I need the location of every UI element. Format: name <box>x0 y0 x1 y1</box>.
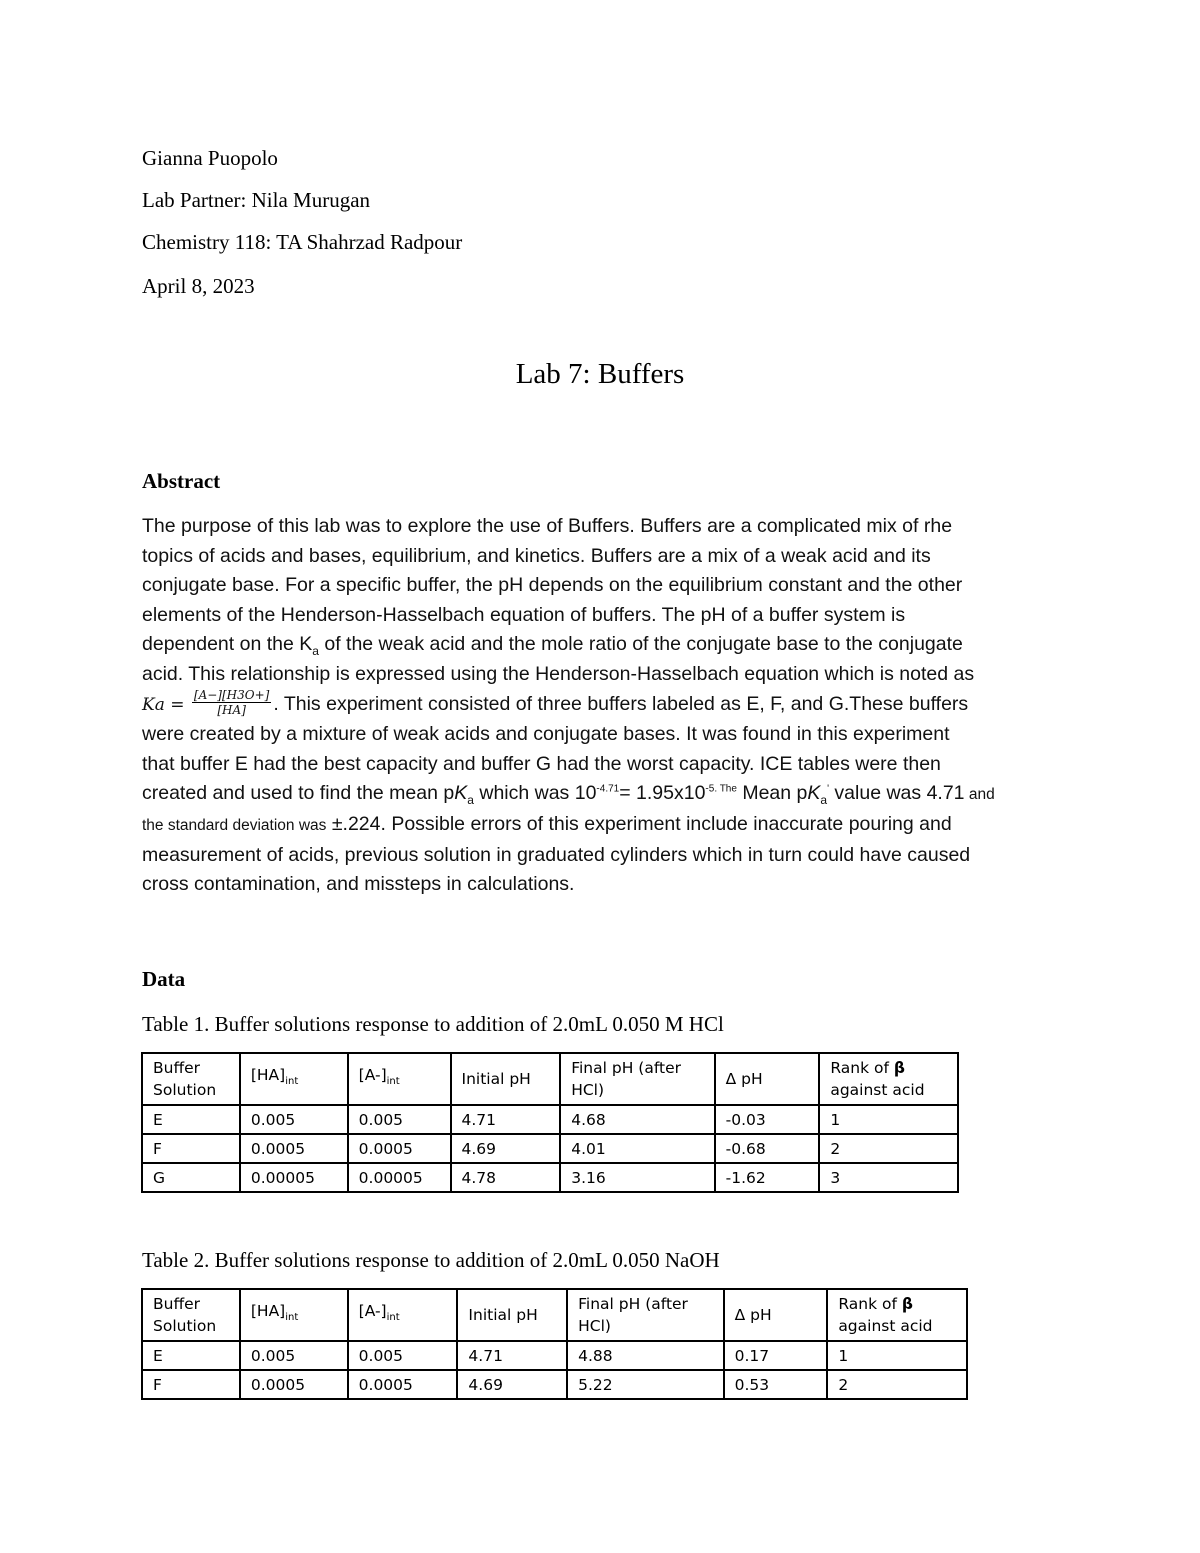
cell-a: 0.0005 <box>348 1370 458 1399</box>
header-rank: Rank of β against acid <box>827 1289 967 1341</box>
cell-ha: 0.0005 <box>240 1370 348 1399</box>
table-row <box>142 1341 967 1370</box>
table2 <box>141 1288 968 1400</box>
cell-buffer: F <box>142 1370 240 1399</box>
course-line: Chemistry 118: TA Shahrzad Radpour <box>142 230 463 254</box>
cell-final: 3.16 <box>560 1163 714 1192</box>
header-a-int: $[A-]_{int}$ <box>348 1053 451 1105</box>
cell-rank: 2 <box>819 1134 958 1163</box>
table-row <box>142 1105 958 1134</box>
cell-initial: 4.71 <box>457 1341 567 1370</box>
author-name: Gianna Puopolo <box>142 146 278 170</box>
header-final-ph: Final pH (after HCl) <box>567 1289 723 1341</box>
cell-a: 0.00005 <box>348 1163 451 1192</box>
header-buffer-solution: Buffer Solution <box>142 1289 240 1341</box>
data-heading: Data <box>142 967 186 991</box>
table-row <box>142 1134 958 1163</box>
table1-caption: Table 1. Buffer solutions response to addition of 2.0mL 0.050 M HCl <box>142 1012 724 1036</box>
abstract-line: cross contamination, and missteps in calculations. <box>142 873 575 896</box>
cell-delta: 0.17 <box>724 1341 828 1370</box>
abstract-line: that buffer E had the best capacity and buffer G had the worst capacity. ICE tables were then <box>142 752 941 775</box>
cell-delta: 0.53 <box>724 1370 828 1399</box>
table1 <box>141 1052 959 1193</box>
cell-final: 4.68 <box>560 1105 714 1134</box>
cell-ha: 0.005 <box>240 1105 348 1134</box>
abstract-line: dependent on the $K_a$ of the weak acid and the mole ratio of the conjugate base to the conjugate <box>142 633 963 659</box>
cell-final: 4.01 <box>560 1134 714 1163</box>
cell-rank: 1 <box>827 1341 967 1370</box>
cell-delta: -0.68 <box>715 1134 820 1163</box>
table-header-row <box>142 1053 958 1105</box>
header-initial-ph: Initial pH <box>457 1289 567 1341</box>
header-final-ph: Final pH (after HCl) <box>560 1053 714 1105</box>
abstract-line: were created by a mixture of weak acids and conjugate bases. It was found in this experiment <box>142 723 950 746</box>
abstract-line: acid. This relationship is expressed using the Henderson-Hasselbach equation which is noted as <box>142 662 975 685</box>
header-delta-ph: Δ pH <box>715 1053 820 1105</box>
header-a-int: $[A-]_{int}$ <box>348 1289 458 1341</box>
equation-lhs: Ka = <box>142 694 185 715</box>
cell-ha: 0.005 <box>240 1341 348 1370</box>
header-delta-ph: Δ pH <box>724 1289 828 1341</box>
lab-partner: Lab Partner: Nila Murugan <box>142 188 371 212</box>
cell-initial: 4.78 <box>451 1163 561 1192</box>
table2-caption: Table 2. Buffer solutions response to addition of 2.0mL 0.050 NaOH <box>142 1248 720 1272</box>
abstract-line: created and used to find the mean $pK_a$ which was $10^{-4.71}= 1.95x10^{-5. The}$ Mean $pK_a'$ value was 4.71 and <box>142 782 995 808</box>
header-rank: Rank of β against acid <box>819 1053 958 1105</box>
cell-rank: 1 <box>819 1105 958 1134</box>
cell-initial: 4.69 <box>457 1370 567 1399</box>
abstract-heading: Abstract <box>142 469 221 493</box>
cell-initial: 4.69 <box>451 1134 561 1163</box>
cell-rank: 2 <box>827 1370 967 1399</box>
abstract-line: topics of acids and bases, equilibrium, and kinetics. Buffers are a mix of a weak acid and its <box>142 544 931 567</box>
equation-numerator: [A−][H3O+] <box>193 687 270 702</box>
abstract-line: conjugate base. For a specific buffer, the pH depends on the equilibrium constant and the other <box>142 574 963 597</box>
abstract-line: the standard deviation was ±.224. Possible errors of this experiment include inaccurate pouring and <box>142 812 952 835</box>
table-row <box>142 1370 967 1399</box>
table-header-row <box>142 1289 967 1341</box>
cell-final: 5.22 <box>567 1370 723 1399</box>
cell-final: 4.88 <box>567 1341 723 1370</box>
cell-ha: 0.0005 <box>240 1134 348 1163</box>
abstract-line: elements of the Henderson-Hasselbach equation of buffers. The pH of a buffer system is <box>142 603 906 626</box>
cell-a: 0.005 <box>348 1341 458 1370</box>
cell-a: 0.005 <box>348 1105 451 1134</box>
cell-initial: 4.71 <box>451 1105 561 1134</box>
header-buffer-solution: Buffer Solution <box>142 1053 240 1105</box>
abstract-body <box>142 512 1062 900</box>
cell-buffer: E <box>142 1341 240 1370</box>
abstract-line: The purpose of this lab was to explore the use of Buffers. Buffers are a complicated mix of rhe <box>142 515 953 537</box>
abstract-line-equation: Ka = $\frac{[A-][H3O+]}{[HA]}$ . This experiment consisted of three buffers labeled as E, F, and G.These buffers <box>142 687 969 717</box>
header-ha-int: $[HA]_{int}$ <box>240 1053 348 1105</box>
cell-ha: 0.00005 <box>240 1163 348 1192</box>
abstract-line: measurement of acids, previous solution in graduated cylinders which in turn could have caused <box>142 843 971 866</box>
equation-denominator: [HA] <box>217 702 246 717</box>
cell-buffer: G <box>142 1163 240 1192</box>
cell-rank: 3 <box>819 1163 958 1192</box>
cell-a: 0.0005 <box>348 1134 451 1163</box>
cell-buffer: E <box>142 1105 240 1134</box>
document-title: Lab 7: Buffers <box>515 358 685 390</box>
header-initial-ph: Initial pH <box>451 1053 561 1105</box>
table-row <box>142 1163 958 1192</box>
cell-delta: -1.62 <box>715 1163 820 1192</box>
header-ha-int: $[HA]_{int}$ <box>240 1289 348 1341</box>
cell-buffer: F <box>142 1134 240 1163</box>
date-line: April 8, 2023 <box>142 274 255 298</box>
ka-equation-fraction <box>192 688 271 717</box>
cell-delta: -0.03 <box>715 1105 820 1134</box>
